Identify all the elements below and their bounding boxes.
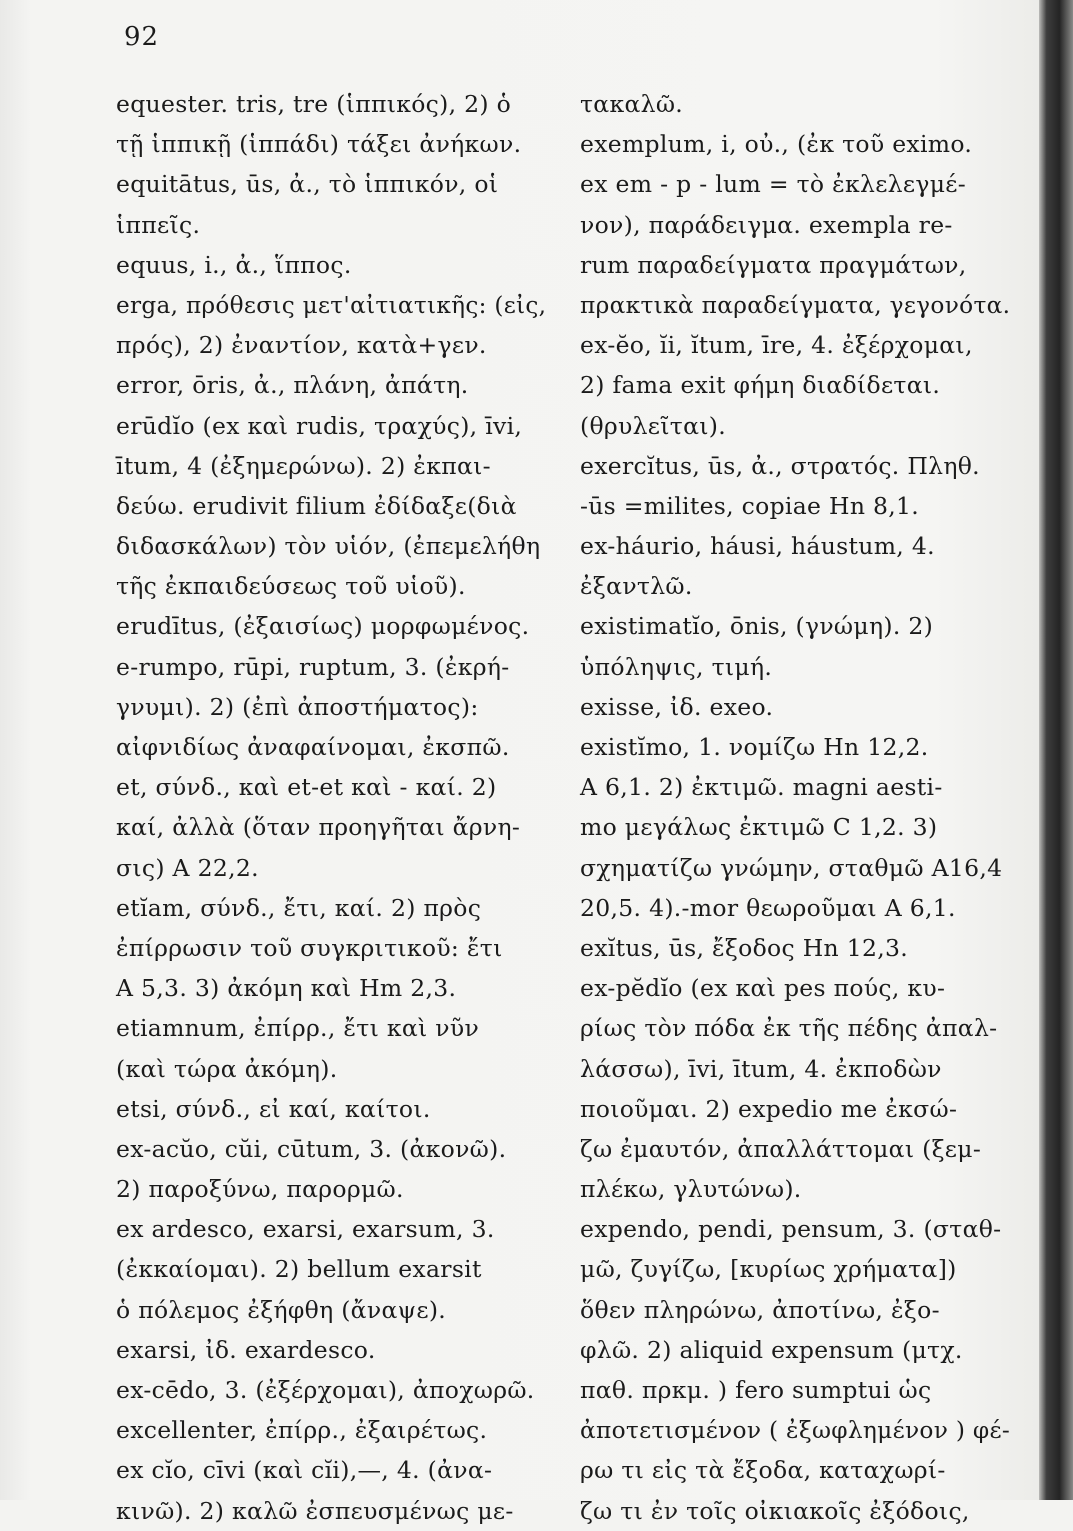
dictionary-line: ἀποτετισμένον ( ἐξωφλημένον ) φέ- (580, 1416, 1011, 1445)
dictionary-line: 2) παροξύνω, παρορμῶ. (116, 1175, 404, 1204)
dictionary-line: existimatĭo, ōnis, (γνώμη). 2) (580, 612, 934, 641)
dictionary-line: A 5,3. 3) ἀκόμη καὶ Hm 2,3. (116, 974, 457, 1003)
dictionary-line: ρω τι εἰς τὰ ἔξοδα, καταχωρί- (580, 1456, 946, 1485)
dictionary-line: διδασκάλων) τὸν υἱόν, (ἐπεμελήθη (116, 532, 541, 561)
dictionary-line: exercĭtus, ūs, ἀ., στρατός. Πληθ. (580, 451, 980, 480)
dictionary-line: φλῶ. 2) aliquid expensum (μτχ. (580, 1335, 963, 1364)
dictionary-line: exarsi, ἰδ. exardesco. (116, 1335, 376, 1364)
dictionary-line: ex cĭo, cīvi (καὶ cĭi),—, 4. (ἀνα- (116, 1456, 493, 1485)
right-column (580, 84, 1010, 1531)
dictionary-line: σχηματίζω γνώμην, σταθμῶ A16,4 (580, 853, 1003, 882)
dictionary-line: equitātus, ūs, ἀ., τὸ ἱππικόν, οἱ (116, 170, 499, 199)
dictionary-line: ζω ἐμαυτόν, ἀπαλλάττομαι (ξεμ- (580, 1134, 982, 1163)
dictionary-line: ex-háurio, háusi, háustum, 4. (580, 532, 935, 561)
dictionary-line: πλέκω, γλυτώνω). (580, 1175, 802, 1204)
dictionary-line: e-rumpo, rūpi, ruptum, 3. (ἐκρή- (116, 652, 510, 681)
dictionary-line: exĭtus, ūs, ἔξοδος Hn 12,3. (580, 933, 909, 962)
dictionary-line: excellenter, ἐπίρρ., ἐξαιρέτως. (116, 1416, 488, 1445)
dictionary-line: equester. tris, tre (ἱππικός), 2) ὁ (116, 90, 512, 118)
dictionary-line: πρός), 2) ἐναντίον, κατὰ+γεν. (116, 331, 487, 360)
dictionary-line: exemplum, i, οὐ., (ἐκ τοῦ eximo. (580, 130, 973, 159)
dictionary-line: (θρυλεῖται). (580, 411, 727, 440)
dictionary-line: existĭmo, 1. νομίζω Hn 12,2. (580, 733, 929, 761)
dictionary-line: ζω τι ἐν τοῖς οἰκιακοῖς ἐξόδοις, (580, 1496, 970, 1525)
dictionary-line: ex em - p - lum = τὸ ἐκλελεγμέ- (580, 170, 966, 199)
dictionary-line: ex-pĕdĭo (ex καὶ pes πούς, κυ- (580, 974, 946, 1003)
dictionary-line: ex ardesco, exarsi, exarsum, 3. (116, 1215, 495, 1244)
dictionary-line: 2) fama exit φήμη διαδίδεται. (580, 371, 941, 400)
dictionary-line: τῆς ἐκπαιδεύσεως τοῦ υἱοῦ). (116, 572, 466, 601)
dictionary-line: erudītus, (ἐξαισίως) μορφωμένος. (116, 612, 530, 641)
dictionary-line: ex-ĕo, ĭi, ĭtum, īre, 4. ἐξέρχομαι, (580, 331, 973, 360)
dictionary-line: mo μεγάλως ἐκτιμῶ C 1,2. 3) (580, 813, 938, 842)
dictionary-line: παθ. πρκμ. ) fero sumptui ὡς (580, 1376, 932, 1404)
dictionary-line: erga, πρόθεσις μετ'αἰτιατικῆς: (εἰς, (116, 290, 547, 319)
dictionary-line: (ἐκκαίομαι). 2) bellum exarsit (116, 1255, 482, 1284)
dictionary-line: τακαλῶ. (580, 90, 684, 118)
dictionary-line: erūdĭo (ex καὶ rudis, τραχύς), īvi, (116, 411, 523, 440)
dictionary-line: ἐπίρρωσιν τοῦ συγκριτικοῦ: ἔτι (116, 933, 503, 962)
dictionary-line: καί, ἀλλὰ (ὅταν προηγῆται ἄρνη- (116, 813, 521, 842)
dictionary-line: λάσσω), īvi, ītum, 4. ἐκποδὼν (580, 1054, 942, 1083)
dictionary-line: ὅθεν πληρώνω, ἀποτίνω, ἐξο- (580, 1295, 940, 1324)
dictionary-line: δεύω. erudivit filium ἐδίδαξε(διὰ (116, 491, 517, 520)
dictionary-line: A 6,1. 2) ἐκτιμῶ. magni aesti- (580, 773, 943, 802)
page-number: 92 (124, 22, 160, 52)
dictionary-line: μῶ, ζυγίζω, [κυρίως χρήματα]) (580, 1255, 957, 1284)
dictionary-line: ὁ πόλεμος ἐξήφθη (ἄναψε). (116, 1295, 447, 1324)
dictionary-line: ὑπόληψις, τιμή. (580, 652, 773, 681)
dictionary-line: ἐξαντλῶ. (580, 572, 693, 601)
dictionary-line: κινῶ). 2) καλῶ ἐσπευσμένως με- (116, 1496, 514, 1525)
dictionary-line: error, ōris, ἀ., πλάνη, ἀπάτη. (116, 371, 469, 400)
dictionary-line: ītum, 4 (ἐξημερώνω). 2) ἐκπαι- (116, 451, 491, 480)
dictionary-line: γνυμι). 2) (ἐπὶ ἀποστήματος): (116, 692, 479, 721)
dictionary-line: etiamnum, ἐπίρρ., ἔτι καὶ νῦν (116, 1014, 480, 1043)
dictionary-line: 20,5. 4).-mor θεωροῦμαι A 6,1. (580, 893, 956, 922)
dictionary-line: νον), παράδειγμα. exempla re- (580, 210, 953, 239)
dictionary-line: ποιοῦμαι. 2) expedio me ἐκσώ- (580, 1094, 958, 1123)
dictionary-line: τῇ ἱππικῇ (ἱππάδι) τάξει ἀνήκων. (116, 130, 522, 159)
dictionary-line: ex-acŭo, cŭi, cūtum, 3. (ἀκονῶ). (116, 1134, 507, 1163)
dictionary-line: πρακτικὰ παραδείγματα, γεγονότα. (580, 290, 1011, 319)
dictionary-line: rum παραδείγματα πραγμάτων, (580, 250, 967, 279)
facing-page-edge (1039, 0, 1073, 1500)
dictionary-line: expendo, pendi, pensum, 3. (σταθ- (580, 1215, 1002, 1244)
dictionary-line: ex-cēdo, 3. (ἐξέρχομαι), ἀποχωρῶ. (116, 1376, 535, 1404)
left-column (116, 84, 546, 1531)
dictionary-line: etsi, σύνδ., εἰ καί, καίτοι. (116, 1094, 431, 1123)
dictionary-line: σις) A 22,2. (116, 853, 259, 882)
dictionary-line: et, σύνδ., καὶ et-et καὶ - καί. 2) (116, 773, 497, 802)
dictionary-line: -ūs =milites, copiae Hn 8,1. (580, 491, 920, 520)
dictionary-line: ἱππεῖς. (116, 210, 201, 239)
dictionary-line: αἰφνιδίως ἀναφαίνομαι, ἐκσπῶ. (116, 733, 510, 761)
dictionary-line: ρίως τὸν πόδα ἐκ τῆς πέδης ἀπαλ- (580, 1014, 998, 1043)
dictionary-line: etĭam, σύνδ., ἔτι, καί. 2) πρὸς (116, 893, 482, 922)
dictionary-line: equus, i., ἀ., ἵππος. (116, 250, 352, 279)
dictionary-line: exisse, ἰδ. exeo. (580, 692, 774, 721)
dictionary-line: (καὶ τώρα ἀκόμη). (116, 1054, 338, 1083)
